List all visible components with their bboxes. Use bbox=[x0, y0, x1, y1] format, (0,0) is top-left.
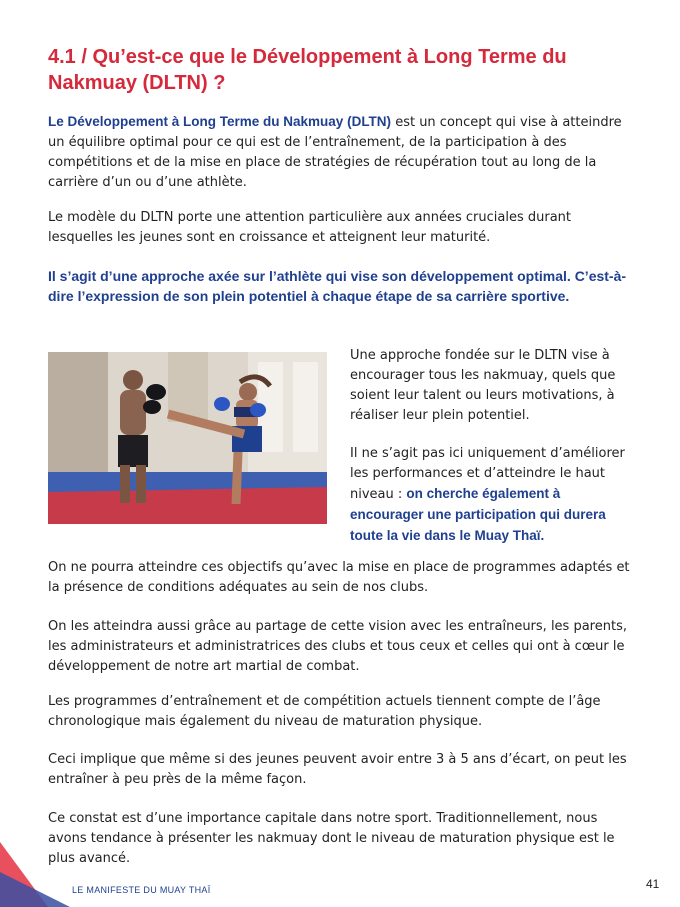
body-paragraph-5: Ce constat est d’une importance capitale dans notre sport. Traditionnellement, nous avons tendance à présenter les nakmuay dont le niveau de maturation physique est le plus avancé. bbox=[48, 811, 615, 866]
body-paragraph-4: Ceci implique que même si des jeunes peuvent avoir entre 3 à 5 ans d’écart, on peut les entraîner à peu près de la même façon. bbox=[48, 752, 627, 787]
side-paragraph-2-start: Il ne s’agit pas ici uniquement d’améliorer les performances et d’atteindre le haut niveau : bbox=[350, 446, 625, 502]
section-title bbox=[48, 44, 648, 96]
section-title-line1: 4.1 / Qu’est-ce que le Développement à Long Terme du bbox=[48, 46, 567, 68]
emphasis-paragraph: Il s’agit d’une approche axée sur l’athlète qui vise son développement optimal. C’est-à-dire l’expression de son plein potentiel à chaque étape de sa carrière sportive. bbox=[48, 268, 627, 304]
intro-rest: est un concept qui vise à atteindre un équilibre optimal pour ce qui est de l’entraînement, de la participation à des compétitions et de la mise en place de stratégies de récupération tout au long de la carrière d’un ou d’une athlète. bbox=[48, 115, 622, 190]
intro-lead: Le Développement à Long Terme du Nakmuay (DLTN) bbox=[48, 114, 392, 129]
side-paragraph-1: Une approche fondée sur le DLTN vise à encourager tous les nakmuay, quels que soient leur talent ou leurs motivations, à réaliser leur plein potentiel. bbox=[350, 348, 616, 423]
body-paragraph-3: Les programmes d’entraînement et de compétition actuels tiennent compte de l’âge chronologique mais également du niveau de maturation physique. bbox=[48, 694, 601, 729]
section-title-line2: Nakmuay (DLTN) ? bbox=[48, 72, 226, 94]
body-paragraph-1: On ne pourra atteindre ces objectifs qu’avec la mise en place de programmes adaptés et la présence de conditions adéquates au sein de nos clubs. bbox=[48, 560, 630, 595]
side-paragraph-2-emphasis: on cherche également à encourager une participation qui durera toute la vie dans le Muay Thaï. bbox=[350, 486, 606, 543]
kickboxing-photo-illustration bbox=[48, 352, 327, 524]
page-number: 41 bbox=[646, 877, 660, 891]
side-paragraph-2 bbox=[350, 444, 630, 547]
training-photo bbox=[48, 352, 327, 524]
body-paragraph-2: On les atteindra aussi grâce au partage de cette vision avec les entraîneurs, les parents, les administrateurs et administratrices des clubs et tous ceux et celles qui ont à cœur le développement de notre art martial de combat. bbox=[48, 619, 627, 674]
corner-decoration bbox=[0, 842, 70, 907]
footer-publication-title: LE MANIFESTE DU MUAY THAÏ bbox=[72, 885, 211, 895]
model-paragraph: Le modèle du DLTN porte une attention particulière aux années cruciales durant lesquelles les jeunes sont en croissance et atteignent leur maturité. bbox=[48, 210, 572, 245]
intro-paragraph bbox=[48, 112, 633, 193]
